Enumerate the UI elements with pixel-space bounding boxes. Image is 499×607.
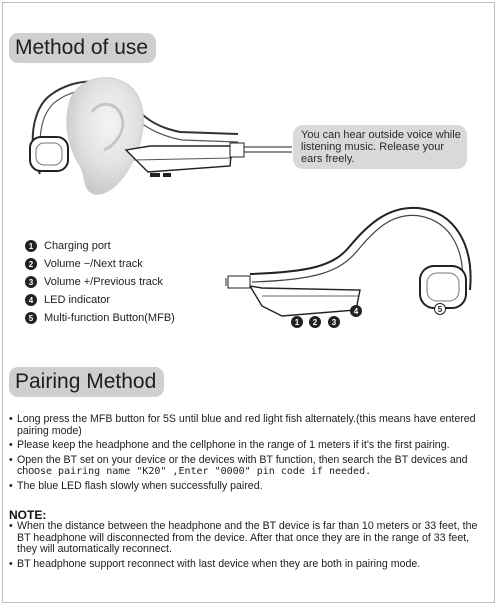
number-icon: 4	[25, 294, 37, 306]
step-text: Please keep the headphone and the cellphone in the range of 1 meters if it's the first pairing.	[17, 439, 450, 452]
bullet-icon: •	[9, 439, 13, 452]
marker-1: 1	[291, 316, 303, 328]
note-list	[9, 521, 489, 573]
legend-item	[25, 291, 175, 309]
number-icon: 2	[25, 258, 37, 270]
pairing-method-title: Pairing Method	[9, 367, 164, 397]
method-of-use-title: Method of use	[9, 33, 156, 63]
list-item	[9, 414, 489, 437]
parts-legend	[25, 237, 175, 327]
legend-item	[25, 255, 175, 273]
legend-item	[25, 237, 175, 255]
list-item	[9, 455, 489, 478]
list-item	[9, 521, 489, 556]
number-icon: 3	[25, 276, 37, 288]
number-icon: 5	[25, 312, 37, 324]
legend-label: Volume −/Next track	[44, 258, 143, 270]
bullet-icon: •	[9, 520, 13, 532]
note-text: When the distance between the headphone and the BT device is far than 10 meters or 33 feet, the BT headphone will disconnected from the device. After that once they are in the range of 33 feet, they will automatically reconnect.	[17, 520, 478, 556]
marker-4: 4	[350, 305, 362, 317]
step-text: The blue LED flash slowly when successfully paired.	[17, 479, 263, 492]
marker-3: 3	[328, 316, 340, 328]
marker-2: 2	[309, 316, 321, 328]
legend-label: Multi-function Button(MFB)	[44, 312, 175, 324]
bullet-icon: •	[9, 453, 13, 466]
note-title: NOTE:	[9, 508, 47, 522]
legend-item	[25, 273, 175, 291]
step-text: Long press the MFB button for 5S until blue and red light fish alternately.(this means have entered pairing mode)	[17, 413, 476, 437]
callout-bubble: You can hear outside voice while listening music. Release your ears freely.	[293, 125, 467, 169]
legend-label: Charging port	[44, 240, 111, 252]
list-item	[9, 559, 489, 571]
legend-label: Volume +/Previous track	[44, 276, 163, 288]
note-text: BT headphone support reconnect with last device when they are both in pairing mode.	[17, 557, 421, 570]
bullet-icon: •	[9, 557, 13, 570]
legend-item	[25, 309, 175, 327]
number-icon: 1	[25, 240, 37, 252]
marker-5: 5	[434, 303, 446, 315]
list-item	[9, 481, 489, 493]
step-text: Open the BT set on your device or the devices with BT function, then search the BT devices and choo	[17, 453, 468, 478]
bullet-icon: •	[9, 413, 13, 425]
bullet-icon: •	[9, 479, 13, 492]
pairing-code-text: se pairing name "K20" ,Enter "0000" pin code if needed.	[39, 466, 372, 478]
pairing-steps	[9, 414, 489, 496]
list-item	[9, 440, 489, 452]
legend-label: LED indicator	[44, 294, 111, 306]
